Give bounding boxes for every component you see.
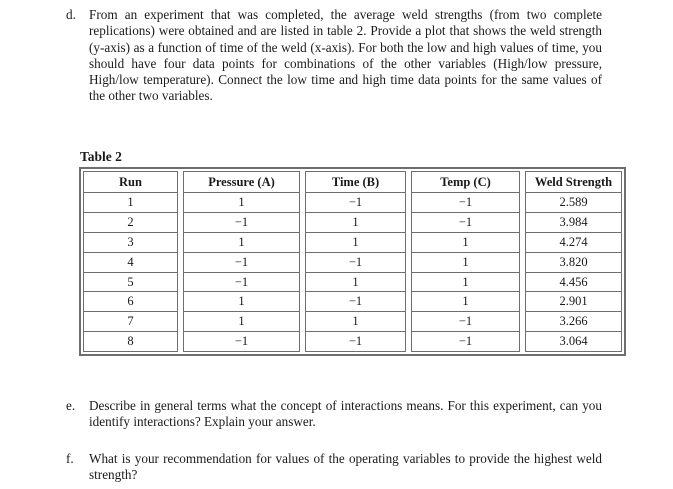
weld-strength-table	[79, 167, 626, 356]
table-row	[84, 272, 622, 292]
table-caption: Table 2	[80, 149, 122, 164]
cell-run: 4	[84, 252, 178, 272]
question-d-label: d.	[66, 7, 76, 22]
cell-run: 5	[84, 272, 178, 292]
cell-pressure: 1	[184, 312, 300, 332]
header-temp: Temp (C)	[412, 172, 520, 193]
header-time: Time (B)	[306, 172, 406, 193]
cell-weld-strength: 4.274	[526, 232, 622, 252]
cell-run: 6	[84, 292, 178, 312]
cell-run: 3	[84, 232, 178, 252]
cell-temp: 1	[412, 272, 520, 292]
cell-pressure: 1	[184, 292, 300, 312]
cell-pressure: −1	[184, 272, 300, 292]
cell-time: 1	[306, 272, 406, 292]
cell-weld-strength: 2.901	[526, 292, 622, 312]
header-pressure: Pressure (A)	[184, 172, 300, 193]
table-body	[84, 193, 622, 352]
cell-temp: 1	[412, 292, 520, 312]
cell-temp: 1	[412, 232, 520, 252]
cell-run: 1	[84, 193, 178, 213]
cell-weld-strength: 4.456	[526, 272, 622, 292]
table-row	[84, 252, 622, 272]
question-f	[66, 451, 602, 484]
cell-temp: −1	[412, 193, 520, 213]
cell-time: 1	[306, 232, 406, 252]
cell-temp: −1	[412, 212, 520, 232]
cell-temp: −1	[412, 312, 520, 332]
table-row	[84, 232, 622, 252]
cell-weld-strength: 3.064	[526, 332, 622, 352]
table-header-row	[84, 172, 622, 193]
cell-temp: −1	[412, 332, 520, 352]
question-f-label: f.	[66, 451, 74, 466]
cell-run: 2	[84, 212, 178, 232]
table-row	[84, 332, 622, 352]
question-e-text: Describe in general terms what the concept of interactions means. For this experiment, can you identify interactions? Explain your answer.	[89, 398, 602, 430]
cell-time: −1	[306, 292, 406, 312]
cell-pressure: 1	[184, 193, 300, 213]
header-weld-strength: Weld Strength	[526, 172, 622, 193]
cell-time: 1	[306, 312, 406, 332]
cell-run: 7	[84, 312, 178, 332]
table-row	[84, 312, 622, 332]
cell-temp: 1	[412, 252, 520, 272]
question-d-text: From an experiment that was completed, the average weld strengths (from two complete replications) were obtained and are listed in table 2. Provide a plot that shows the weld strength (y-axis) as a function of time of the weld (x-axis). For both the low and high values of time, you should have four data points for combinations of the other variables (High/low pressure, High/low temperature). Connect the low time and high time data points for the same values of the other two variables.	[89, 7, 602, 104]
cell-pressure: 1	[184, 232, 300, 252]
cell-weld-strength: 2.589	[526, 193, 622, 213]
cell-run: 8	[84, 332, 178, 352]
cell-weld-strength: 3.820	[526, 252, 622, 272]
question-f-text: What is your recommendation for values of the operating variables to provide the highest weld strength?	[89, 451, 602, 483]
table-row	[84, 193, 622, 213]
cell-weld-strength: 3.266	[526, 312, 622, 332]
cell-time: −1	[306, 193, 406, 213]
cell-pressure: −1	[184, 212, 300, 232]
table-row	[84, 292, 622, 312]
cell-time: 1	[306, 212, 406, 232]
question-d	[66, 7, 602, 105]
question-e-label: e.	[66, 398, 76, 413]
cell-weld-strength: 3.984	[526, 212, 622, 232]
header-run: Run	[84, 172, 178, 193]
table-row	[84, 212, 622, 232]
cell-time: −1	[306, 252, 406, 272]
cell-pressure: −1	[184, 252, 300, 272]
question-e	[66, 398, 602, 431]
cell-pressure: −1	[184, 332, 300, 352]
cell-time: −1	[306, 332, 406, 352]
